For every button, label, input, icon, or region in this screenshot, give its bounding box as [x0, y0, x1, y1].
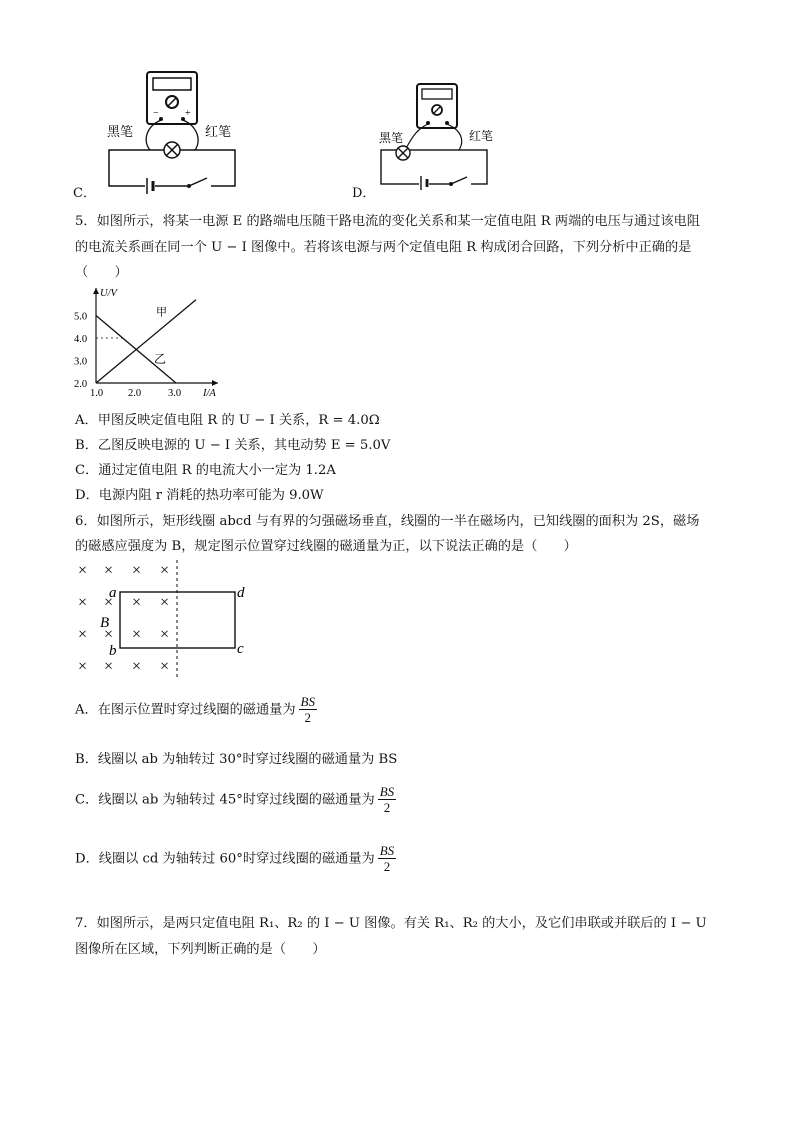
label-b: b [109, 643, 117, 659]
field-cross-icon: × [160, 594, 170, 611]
q5-stem-line-3: （ ） [75, 265, 128, 280]
field-cross-icon: × [78, 626, 88, 643]
y-tick-label: 4.0 [74, 334, 88, 345]
label-B: B [100, 615, 110, 631]
field-cross-icon: × [104, 562, 114, 579]
svg-text:红笔: 红笔 [469, 129, 494, 143]
option-c-label: C． [73, 186, 96, 201]
q5-ui-chart [72, 282, 232, 400]
q5-option-d[interactable]: D．电源内阻 r 消耗的热功率可能为 9.0W [75, 488, 324, 503]
q7-stem-line-1: 7．如图所示，是两只定值电阻 R₁、R₂ 的 I − U 图像。有关 R₁、R₂ 的大小，及它们串联或并联后的 I − U [75, 916, 707, 931]
q6-magnetic-field-figure [70, 560, 270, 685]
x-axis-label: I/A [203, 388, 216, 399]
svg-text:−: − [153, 108, 159, 119]
svg-text:黑笔: 黑笔 [379, 131, 404, 145]
svg-text:黑笔: 黑笔 [107, 124, 134, 139]
q6-option-c[interactable]: C．线圈以 ab 为轴转过 45°时穿过线圈的磁通量为 $\frac{BS}{2}$ [75, 784, 395, 815]
field-cross-icon: × [132, 562, 142, 579]
y-axis-label: U/V [100, 288, 117, 299]
field-cross-icon: × [132, 658, 142, 675]
figure-option-c-multimeter [95, 62, 255, 197]
field-cross-icon: × [160, 562, 170, 579]
q5-option-b[interactable]: B．乙图反映电源的 U − I 关系，其电动势 E = 5.0V [75, 438, 391, 453]
q5-option-c[interactable]: C．通过定值电阻 R 的电流大小一定为 1.2A [75, 463, 336, 478]
series-label-yi: 乙 [154, 351, 167, 366]
field-cross-icon: × [104, 658, 114, 675]
q6-stem-line-2: 的磁感应强度为 B，规定图示位置穿过线圈的磁通量为正，以下说法正确的是（ ） [75, 539, 577, 554]
label-d: d [237, 585, 245, 601]
label-c: c [237, 641, 244, 657]
series-label-jia: 甲 [156, 306, 167, 319]
y-tick-label: 3.0 [74, 356, 88, 368]
q5-stem-line-1: 5．如图所示，将某一电源 E 的路端电压随干路电流的变化关系和某一定值电阻 R 两端的电压与通过该电阻 [75, 214, 700, 229]
field-cross-icon: × [78, 594, 88, 611]
x-tick-label: 2.0 [128, 388, 142, 399]
y-axis-arrow [93, 288, 99, 294]
q6-option-a[interactable]: A．在图示位置时穿过线圈的磁通量为 $\frac{BS}{2}$ [75, 694, 315, 725]
field-cross-icon: × [132, 594, 142, 611]
q5-stem-line-2: 的电流关系画在同一个 U − I 图像中。若将该电源与两个定值电阻 R 构成闭合回路，下列分析中正确的是 [75, 240, 692, 255]
field-cross-icon: × [104, 594, 114, 611]
x-axis-arrow [212, 380, 218, 386]
field-cross-icon: × [104, 626, 114, 643]
field-cross-icon: × [78, 658, 88, 675]
y-tick-label: 5.0 [74, 311, 88, 323]
q7-stem-line-2: 图像所在区域，下列判断正确的是（ ） [75, 942, 326, 957]
y-tick-label: 2.0 [74, 379, 88, 390]
fraction-bs-over-2: $\frac{BS}{2}$ [300, 694, 315, 725]
q6-option-d[interactable]: D．线圈以 cd 为轴转过 60°时穿过线圈的磁通量为 $\frac{BS}{2}$ [75, 843, 395, 874]
q6-option-b[interactable]: B．线圈以 ab 为轴转过 30°时穿过线圈的磁通量为 BS [75, 752, 398, 767]
field-cross-icon: × [160, 626, 170, 643]
x-tick-label: 1.0 [90, 388, 104, 399]
label-a: a [109, 585, 117, 601]
svg-text:红笔: 红笔 [205, 124, 232, 139]
fraction-bs-over-2: $\frac{BS}{2}$ [379, 843, 395, 874]
series-line-jia [96, 300, 196, 383]
fraction-bs-over-2: $\frac{BS}{2}$ [379, 784, 395, 815]
q5-option-a[interactable]: A．甲图反映定值电阻 R 的 U − I 关系，R = 4.0Ω [75, 413, 380, 428]
field-cross-icon: × [160, 658, 170, 675]
figure-option-d-multimeter [375, 80, 505, 190]
option-d-label: D． [352, 186, 376, 201]
field-cross-icon: × [78, 562, 88, 579]
x-tick-label: 3.0 [168, 388, 182, 399]
field-cross-icon: × [132, 626, 142, 643]
svg-text:+: + [185, 108, 191, 119]
q6-stem-line-1: 6．如图所示，矩形线圈 abcd 与有界的匀强磁场垂直，线圈的一半在磁场内，已知线圈的面积为 2S，磁场 [75, 514, 700, 529]
